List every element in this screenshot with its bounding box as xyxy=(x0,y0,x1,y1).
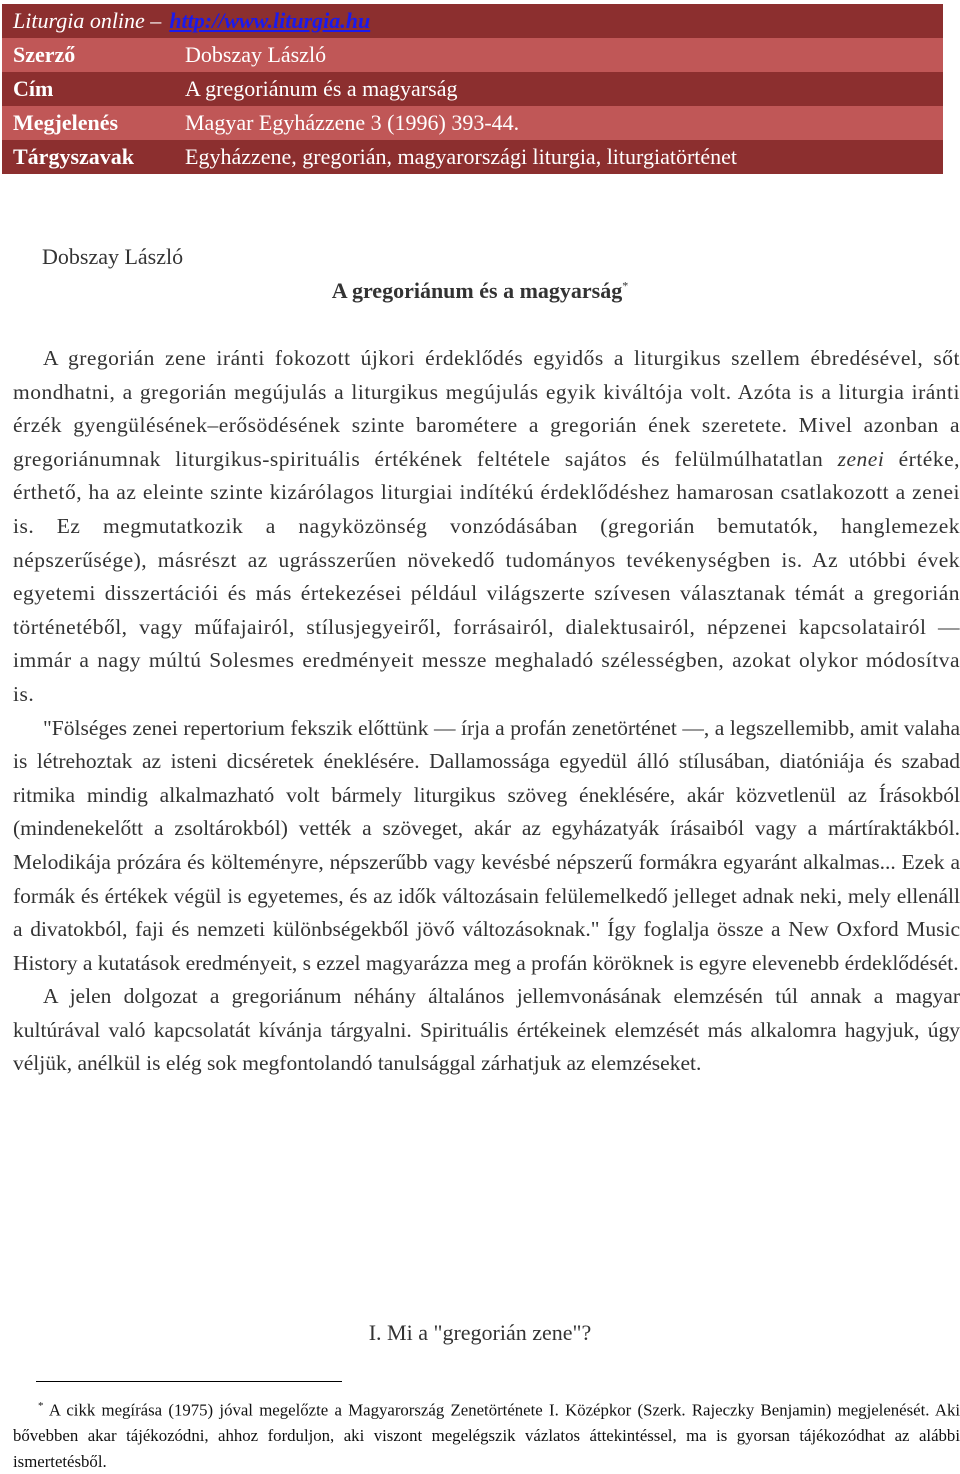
row-value: A gregoriánum és a magyarság xyxy=(185,76,458,101)
section-heading: I. Mi a "gregorián zene"? xyxy=(368,1320,592,1345)
article-body xyxy=(13,342,960,1081)
footnote-text: A cikk megírása (1975) jóval megelőzte a Magyarország Zenetörténete I. Középkor (Szerk. Rajeczky Benjamin) megjelenését. Aki bővebben akar tájékozódni, ahhoz forduljon, aki viszont megelégszik vázlatos áttekintéssel, ma is gyorsan tájékozódhat az alábbi ismertetésből. xyxy=(13,1400,960,1471)
paragraph: "Fölséges zenei repertorium fekszik előttünk — írja a profán zenetörténet —, a legszellemibb, amit valaha is létrehoztak az isteni dicséretek éneklésére. Dallamossága egyedül álló stílusában, diatóniája és szabad ritmika mindig alkalmazható volt bármely liturgikus szöveg éneklésére, akár közvetlenül az Írásokból (mindenekelőtt a zsoltárokból) vették a szöveget, akár az egyházatyák írásaiból vagy a mártíraktákból. Melodikája prózára és költeményre, népszerűbb vagy kevésbé népszerű formákra egyaránt alkalmas... Ezek a formák és értékek végül is egyetemes, és az idők változásain felülemelkedő jelleget adnak neki, mely ellenáll a divatokból, faji és nemzeti különbségekből jövő változásoknak." Így foglalja össze a New Oxford Music History a kutatások eredményeit, s ezzel magyarázza meg a profán köröknek is egyre elevenebb érdeklődését. xyxy=(13,715,960,975)
author-row xyxy=(2,38,943,72)
site-label: Liturgia online – xyxy=(13,8,162,33)
footnote-mark: * xyxy=(38,1400,44,1412)
row-key: Cím xyxy=(13,76,54,101)
site-title-row xyxy=(2,4,943,38)
title-row xyxy=(2,72,943,106)
paragraph: A jelen dolgozat a gregoriánum néhány általános jellemvonásának elemzésén túl annak a magyar kultúrával való kapcsolatát kívánja tárgyalni. Spirituális értékeinek elemzését más alkalomra hagyjuk, úgy véljük, anélkül is elég sok megfontolandó tanulsággal zárhatjuk az elemzéseket. xyxy=(13,984,960,1076)
article-title xyxy=(0,278,960,304)
paragraph-text: A gregorián zene iránti fokozott újkori érdeklődés egyidős a liturgikus szellem ébredésével, sőt mondhatni, a gregorián megújulás a liturgikus megújulás egyik kiváltója volt. Azóta is a liturgia iránti érzék gyengülésének–erősödésének szinte barométere a gregorián ének szeretete. Mivel azonban a gregoriánumnak liturgikus-spirituális értékének feltétele sajátos és felülmúlhatatlan xyxy=(13,346,960,471)
row-key: Tárgyszavak xyxy=(13,144,134,169)
row-value: Magyar Egyházzene 3 (1996) 393-44. xyxy=(185,110,520,135)
paragraph-text: értéke, érthető, ha az eleinte szinte kizárólagos liturgiai indítékú érdeklődéshez hamarosan csatlakozott a zenei is. Ez megmutatkozik a nagyközönség vonzódásában (gregorián bemutatók, hanglemezek népszerűsége), másrészt az ugrásszerűen növekedő tudományos tevékenységben is. Az utóbbi évek egyetemi disszertációi és más értekezései például világszerte szívesen választanak témát a gregorián történetéből, vagy műfajairól, stílusjegyeiről, forrásairól, dialektusairól, népzenei kapcsolatairól — immár a nagy múltú Solesmes eredményeit messze meghaladó szélességben, azokat olykor módosítva is. xyxy=(13,446,960,706)
footnote-divider xyxy=(36,1381,342,1382)
article-title-text: A gregoriánum és a magyarság xyxy=(331,278,623,303)
site-link[interactable]: http://www.liturgia.hu xyxy=(169,8,371,33)
footnote xyxy=(13,1394,960,1474)
footnote-ref[interactable]: * xyxy=(622,278,629,293)
publication-row xyxy=(2,106,943,140)
article-author: Dobszay László xyxy=(42,244,184,269)
row-value: Dobszay László xyxy=(185,42,327,67)
row-key: Megjelenés xyxy=(13,110,119,135)
row-key: Szerző xyxy=(13,42,76,67)
paragraph xyxy=(13,342,960,712)
metadata-header xyxy=(2,4,943,174)
row-value: Egyházzene, gregorián, magyarországi liturgia, liturgiatörténet xyxy=(185,144,738,169)
keywords-row xyxy=(2,140,943,174)
emphasis-text: zenei xyxy=(837,446,885,471)
